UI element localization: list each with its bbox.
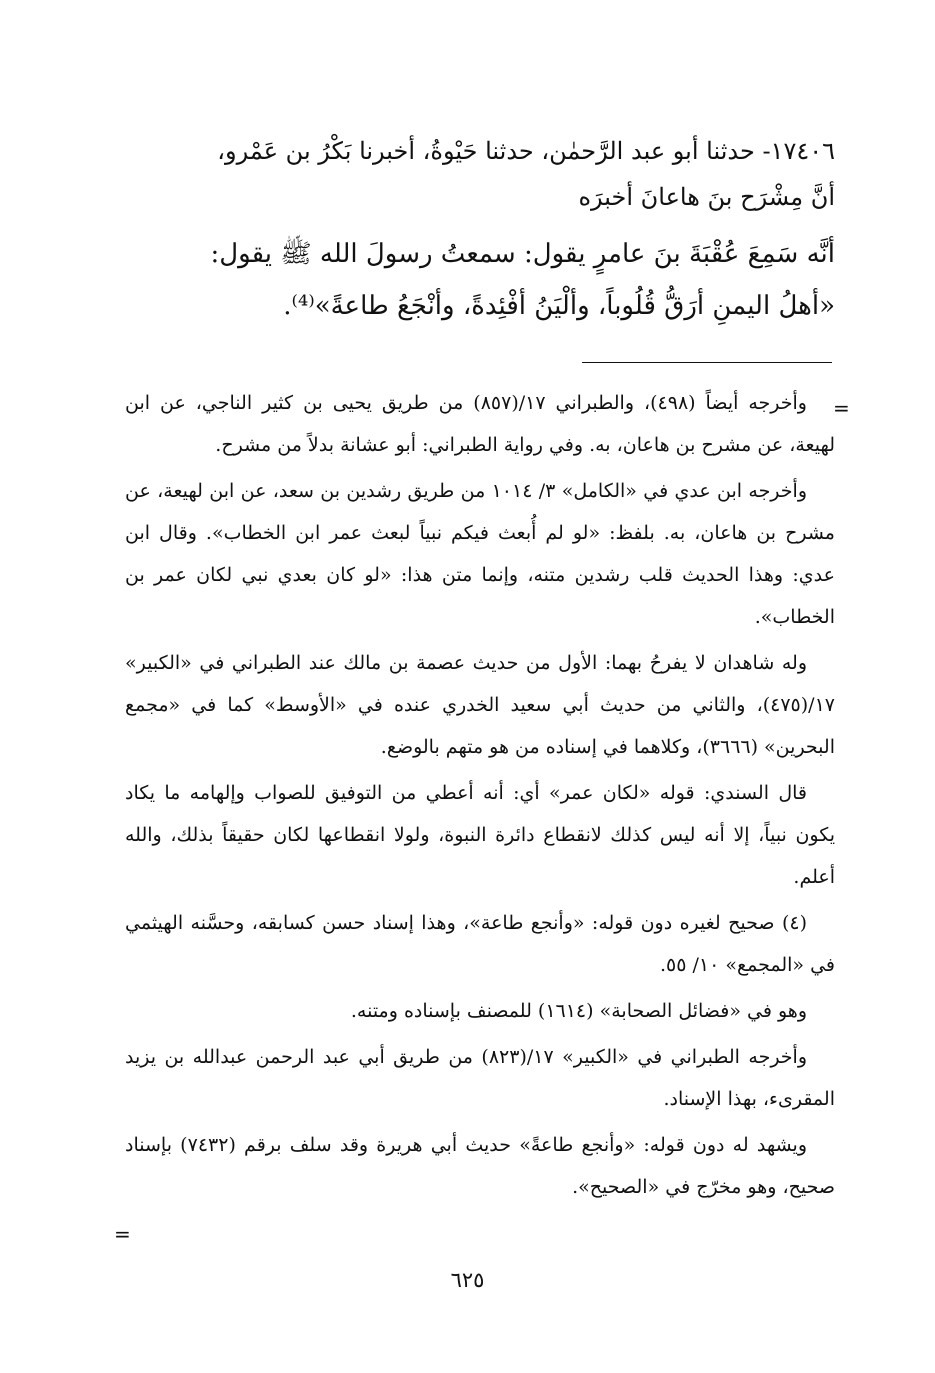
footnote-paragraph-4: قال السندي: قوله «لكان عمر» أي: أنه أعطي من التوفيق للصواب وإلهامه ما يكاد يكون نبياً، إلا أنه ليس كذلك لانقطاع دائرة النبوة، ولولا انقطاعها لكان حقيقاً بذلك، والله أعلم. bbox=[125, 782, 835, 888]
trailing-continuation-mark: = bbox=[114, 1222, 131, 1246]
footnote-paragraph-6: وهو في «فضائل الصحابة» (١٦١٤) للمصنف بإسناده ومتنه. bbox=[350, 1000, 807, 1022]
footnote-separator bbox=[582, 362, 832, 363]
matn-line-1: أنَّه سَمِعَ عُقْبَةَ بنَ عامرٍ يقول: سمعتُ رسولَ الله ﷺ يقول: bbox=[210, 239, 835, 269]
footnote-paragraph-5: (٤) صحيح لغيره دون قوله: «وأنجع طاعة»، وهذا إسناد حسن كسابقه، وحسَّنه الهيثمي في «المجمع» ١٠/ ٥٥. bbox=[125, 912, 835, 976]
page-number: ٦٢٥ bbox=[450, 1268, 485, 1292]
isnad-line-1: ١٧٤٠٦- حدثنا أبو عبد الرَّحمٰن، حدثنا حَيْوةُ، أخبرنا بَكْرُ بن عَمْرو، bbox=[217, 137, 835, 165]
footnote-paragraph-3: وله شاهدان لا يفرحُ بهما: الأول من حديث عصمة بن مالك عند الطبراني في «الكبير» ١٧/(٤٧٥)، والثاني من حديث أبي سعيد الخدري عنده في «الأوسط» كما في «مجمع البحرين» (٣٦٦٦)، وكلاهما في إسناده من هو متهم بالوضع. bbox=[125, 652, 835, 758]
isnad-line-2: أنَّ مِشْرَح بنَ هاعانَ أخبرَه bbox=[578, 183, 835, 211]
footnote-paragraph-2: وأخرجه ابن عدي في «الكامل» ٣/ ١٠١٤ من طريق رشدين بن سعد، عن ابن لهيعة، عن مشرح بن هاعان، به. بلفظ: «لو لم أُبعث فيكم نبياً لبعث عمر ابن الخطاب». وقال ابن عدي: وهذا الحديث قلب رشدين متنه، وإنما متن هذا: «لو كان بعدي نبي لكان عمر بن الخطاب». bbox=[125, 480, 835, 628]
continuation-mark: = bbox=[833, 396, 850, 420]
footnotes bbox=[125, 382, 835, 1212]
matn-line-2: «أهلُ اليمنِ أرَقُّ قُلُوباً، وألْيَنُ أفْئِدةً، وأنْجَعُ طاعةً»⁽⁴⁾. bbox=[283, 291, 835, 321]
footnote-paragraph-7: وأخرجه الطبراني في «الكبير» ١٧/(٨٢٣) من طريق أبي عبد الرحمن عبدالله بن يزيد المقرىء، بهذا الإسناد. bbox=[125, 1046, 835, 1110]
hadith-matn bbox=[120, 228, 835, 332]
hadith-isnad bbox=[120, 128, 835, 220]
footnote-paragraph-8: ويشهد له دون قوله: «وأنجع طاعةً» حديث أبي هريرة وقد سلف برقم (٧٤٣٢) بإسناد صحيح، وهو مخرّج في «الصحيح». bbox=[125, 1134, 835, 1198]
footnote-paragraph-1: وأخرجه أيضاً (٤٩٨)، والطبراني ١٧/(٨٥٧) من طريق يحيى بن كثير الناجي، عن ابن لهيعة، عن مشرح بن هاعان، به. وفي رواية الطبراني: أبو عشانة بدلاً من مشرح. bbox=[125, 392, 835, 456]
